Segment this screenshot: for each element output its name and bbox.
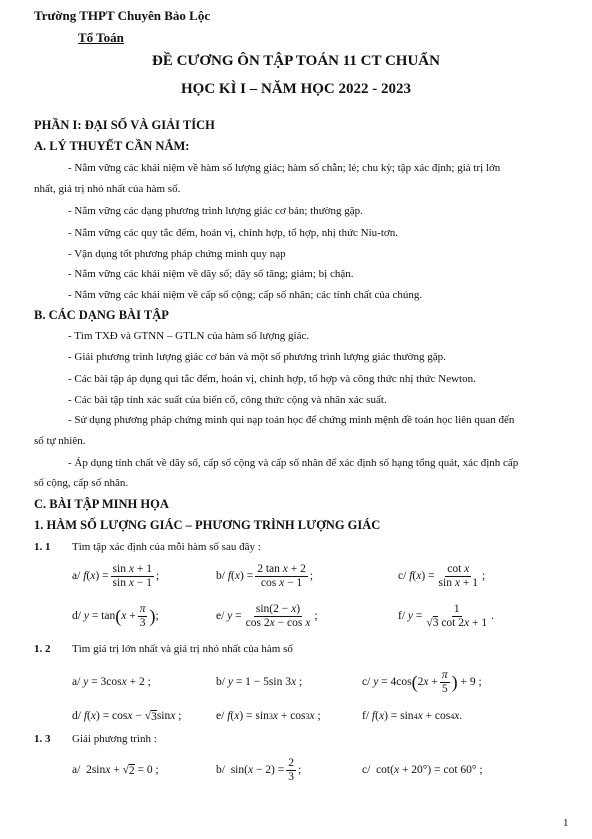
formula-label: c/ bbox=[398, 570, 407, 582]
theory-item: - Nắm vững các khái niệm về dãy số; dãy số tăng; giảm; bị chặn. bbox=[68, 268, 354, 280]
formula-b: b/ f ( x ) = $\frac{\text{2 tan x + 2}}{\text{cos x − 1}}$ ; bbox=[216, 562, 314, 589]
formula-c: c/ y = 4cos ( 2 x + $\frac{\pi}{5}$ ) + 9 ; bbox=[362, 668, 482, 695]
theory-item: - Vận dụng tốt phương pháp chứng minh quy nạp bbox=[68, 248, 286, 260]
formula-label: b/ bbox=[216, 764, 225, 776]
theory-item: - Nắm vững các khái niệm về hàm số lượng giác; hàm số chẵn; lẻ; chu kỳ; tập xác định; giá trị lớn bbox=[68, 162, 501, 174]
department-name: Tổ Toán bbox=[78, 30, 124, 45]
exercise-number: 1. 3 bbox=[34, 733, 51, 745]
formula-label: a/ bbox=[72, 764, 81, 776]
formula-b: b/ sin( x − 2) = $\frac{2}{3}$ ; bbox=[216, 756, 302, 783]
formula-label: a/ bbox=[72, 676, 81, 688]
formula-a: a/ f ( x ) = $\frac{\text{sin x + 1}}{\text{sin x − 1}}$ ; bbox=[72, 562, 160, 589]
formula-a: a/ y = 3cos x + 2 ; bbox=[72, 676, 151, 688]
page-number: 1 bbox=[563, 817, 569, 829]
formula-e: e/ f ( x ) = sin 3 x + cos 3 x ; bbox=[216, 710, 321, 722]
exercise-type-item: - Các bài tập tính xác suất của biến cố, công thức cộng và nhân xác suất. bbox=[68, 394, 387, 406]
formula-label: a/ bbox=[72, 570, 81, 582]
exercise-prompt: Tìm tập xác định của mỗi hàm số sau đây : bbox=[72, 541, 261, 553]
exercise-number: 1. 2 bbox=[34, 643, 51, 655]
part1-heading: PHẦN I: ĐẠI SỐ VÀ GIẢI TÍCH bbox=[34, 118, 215, 132]
exercise-type-item: - Các bài tập áp dụng qui tắc đếm, hoán vị, chỉnh hợp, tổ hợp và công thức nhị thức Newton. bbox=[68, 373, 476, 385]
exercise-type-item: số cộng, cấp số nhân. bbox=[34, 477, 129, 489]
formula-c: c/ f ( x ) = $\frac{\text{cot x}}{\text{sin x + 1}}$ ; bbox=[398, 562, 486, 589]
section-b-heading: B. CÁC DẠNG BÀI TẬP bbox=[34, 308, 169, 322]
formula-f: f/ y = $\frac{1}{√3 \cot 2x + 1}$ . bbox=[398, 602, 494, 629]
formula-label: b/ bbox=[216, 570, 225, 582]
exercise-type-item: số tự nhiên. bbox=[34, 435, 86, 447]
formula-label: d/ bbox=[72, 610, 81, 622]
formula-label: f/ bbox=[362, 710, 370, 722]
formula-a: a/ 2sin x + √ 2 = 0 ; bbox=[72, 764, 159, 777]
theory-item: - Nắm vững các quy tắc đếm, hoán vị, chỉnh hợp, tổ hợp, nhị thức Niu-tơn. bbox=[68, 227, 398, 239]
exercise-type-item: - Giải phương trình lượng giác cơ bản và một số phương trình lượng giác thường gặp. bbox=[68, 351, 446, 363]
theory-item: - Nắm vững các dạng phương trình lượng giác cơ bản; thường gặp. bbox=[68, 205, 363, 217]
document-title: ĐỀ CƯƠNG ÔN TẬP TOÁN 11 CT CHUẨN bbox=[152, 53, 440, 69]
formula-d: d/ y = tan ( x + $\frac{\pi}{3}$ ) ; bbox=[72, 602, 159, 629]
formula-label: d/ bbox=[72, 710, 81, 722]
section-c-subheading: 1. HÀM SỐ LƯỢNG GIÁC – PHƯƠNG TRÌNH LƯỢNG GIÁC bbox=[34, 518, 381, 532]
formula-b: b/ y = 1 − 5sin 3 x ; bbox=[216, 676, 303, 688]
formula-label: f/ bbox=[398, 610, 406, 622]
formula-label: c/ bbox=[362, 676, 371, 688]
formula-label: b/ bbox=[216, 676, 225, 688]
exercise-type-item: - Sử dụng phương pháp chứng minh qui nạp toán học để chứng minh mệnh đề toán học liên quan đến bbox=[68, 414, 515, 426]
formula-label: e/ bbox=[216, 610, 225, 622]
formula-c: c/ cot( x + 20°) = cot 60° ; bbox=[362, 764, 483, 776]
formula-e: e/ y = $\frac{\sin(2 - x)}{\text{cos 2x − cos x}}$ ; bbox=[216, 602, 318, 629]
section-c-heading: C. BÀI TẬP MINH HỌA bbox=[34, 497, 169, 511]
formula-f: f/ f ( x ) = sin 4 x + cos 4 x . bbox=[362, 710, 463, 722]
exercise-prompt: Giải phương trình : bbox=[72, 733, 157, 745]
formula-label: c/ bbox=[362, 764, 371, 776]
formula-label: e/ bbox=[216, 710, 225, 722]
theory-item: - Nắm vững các khái niệm về cấp số cộng; cấp số nhân; các tính chất của chúng. bbox=[68, 289, 423, 301]
exercise-number: 1. 1 bbox=[34, 541, 51, 553]
section-a-heading: A. LÝ THUYẾT CẦN NẮM: bbox=[34, 139, 190, 153]
theory-item: nhất, giá trị nhỏ nhất của hàm số. bbox=[34, 183, 181, 195]
exercise-prompt: Tìm giá trị lớn nhất và giá trị nhỏ nhất của hàm số bbox=[72, 643, 293, 655]
formula-d: d/ f ( x ) = cos x − √ 3 sin x ; bbox=[72, 710, 182, 723]
document-subtitle: HỌC KÌ I – NĂM HỌC 2022 - 2023 bbox=[181, 81, 411, 97]
school-name: Trường THPT Chuyên Bảo Lộc bbox=[34, 8, 211, 23]
exercise-type-item: - Áp dụng tính chất về dãy số, cấp số cộng và cấp số nhân để xác định số hạng tổng quát, xác định cấp bbox=[68, 457, 519, 469]
exercise-type-item: - Tìm TXĐ và GTNN – GTLN của hàm số lượng giác. bbox=[68, 330, 310, 342]
